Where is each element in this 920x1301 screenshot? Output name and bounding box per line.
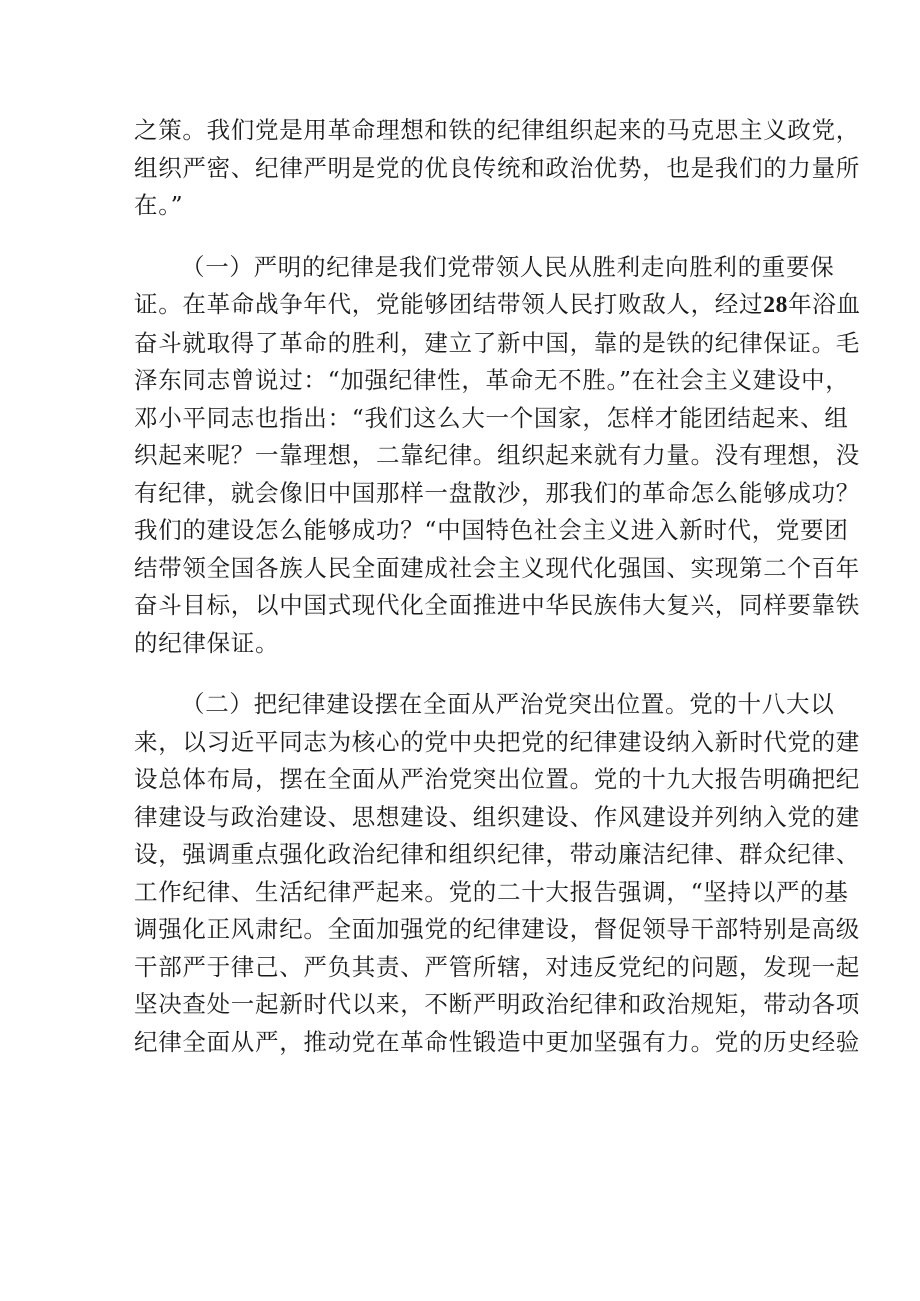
text-line: 坚决查处一起新时代以来，不断严明政治纪律和政治规矩，带动各项: [134, 990, 860, 1018]
text-line: 来，以习近平同志为核心的党中央把党的纪律建设纳入新时代党的建: [134, 727, 860, 756]
text-line: 干部严于律己、严负其责、严管所辖，对违反党纪的问题，发现一起: [134, 952, 860, 981]
text-line: 调强化正风肃纪。全面加强党的纪律建设，督促领导干部特别是高级: [134, 915, 860, 943]
paragraph-1: [134, 249, 861, 663]
text-line: 织起来呢？一靠理想，二靠纪律。组织起来就有力量。没有理想，没: [134, 441, 860, 469]
text-line: 我们的建设怎么能够成功？“中国特色社会主义进入新时代，党要团: [134, 516, 849, 544]
paragraph-0: [134, 112, 860, 225]
text-line: 设，强调重点强化政治纪律和组织纪律，带动廉洁纪律、群众纪律、: [134, 840, 860, 868]
text-line: （一）严明的纪律是我们党带领人民从胜利走向胜利的重要保: [181, 252, 835, 281]
text-line: 之策。我们党是用革命理想和铁的纪律组织起来的马克思主义政党，: [134, 116, 860, 144]
document-body: [134, 112, 861, 1085]
text-line: 有纪律，就会像旧中国那样一盘散沙，那我们的革命怎么能够成功？: [134, 478, 860, 507]
text-line: 邓小平同志也指出：“我们这么大一个国家，怎样才能团结起来、组: [134, 403, 849, 432]
text-line: 工作纪律、生活纪律严起来。党的二十大报告强调，“坚持以严的基: [134, 877, 849, 906]
text-line: （二）把纪律建设摆在全面从严治党突出位置。党的十八大以: [181, 690, 835, 718]
text-line: 纪律全面从严，推动党在革命性锻造中更加坚强有力。党的历史经验: [134, 1027, 860, 1056]
text-line: 结带领全国各族人民全面建成社会主义现代化强国、实现第二个百年: [134, 553, 860, 582]
text-line: 奋斗就取得了革命的胜利，建立了新中国，靠的是铁的纪律保证。毛: [134, 328, 860, 357]
text-line: 律建设与政治建设、思想建设、组织建设、作风建设并列纳入党的建: [134, 802, 860, 831]
text-line: 设总体布局，摆在全面从严治党突出位置。党的十九大报告明确把纪: [134, 765, 860, 793]
text-line: 组织严密、纪律严明是党的优良传统和政治优势，也是我们的力量所: [134, 153, 860, 182]
text-line: 证。在革命战争年代，党能够团结带领人民打败敌人，经过28年浴血: [134, 290, 861, 318]
text-line: 奋斗目标，以中国式现代化全面推进中华民族伟大复兴，同样要靠铁: [134, 591, 860, 619]
text-line: 泽东同志曾说过：“加强纪律性，革命无不胜。”在社会主义建设中，: [134, 366, 850, 394]
text-line: 在。”: [134, 191, 184, 219]
text-line: 的纪律保证。: [134, 628, 280, 657]
paragraph-2: [134, 686, 860, 1061]
